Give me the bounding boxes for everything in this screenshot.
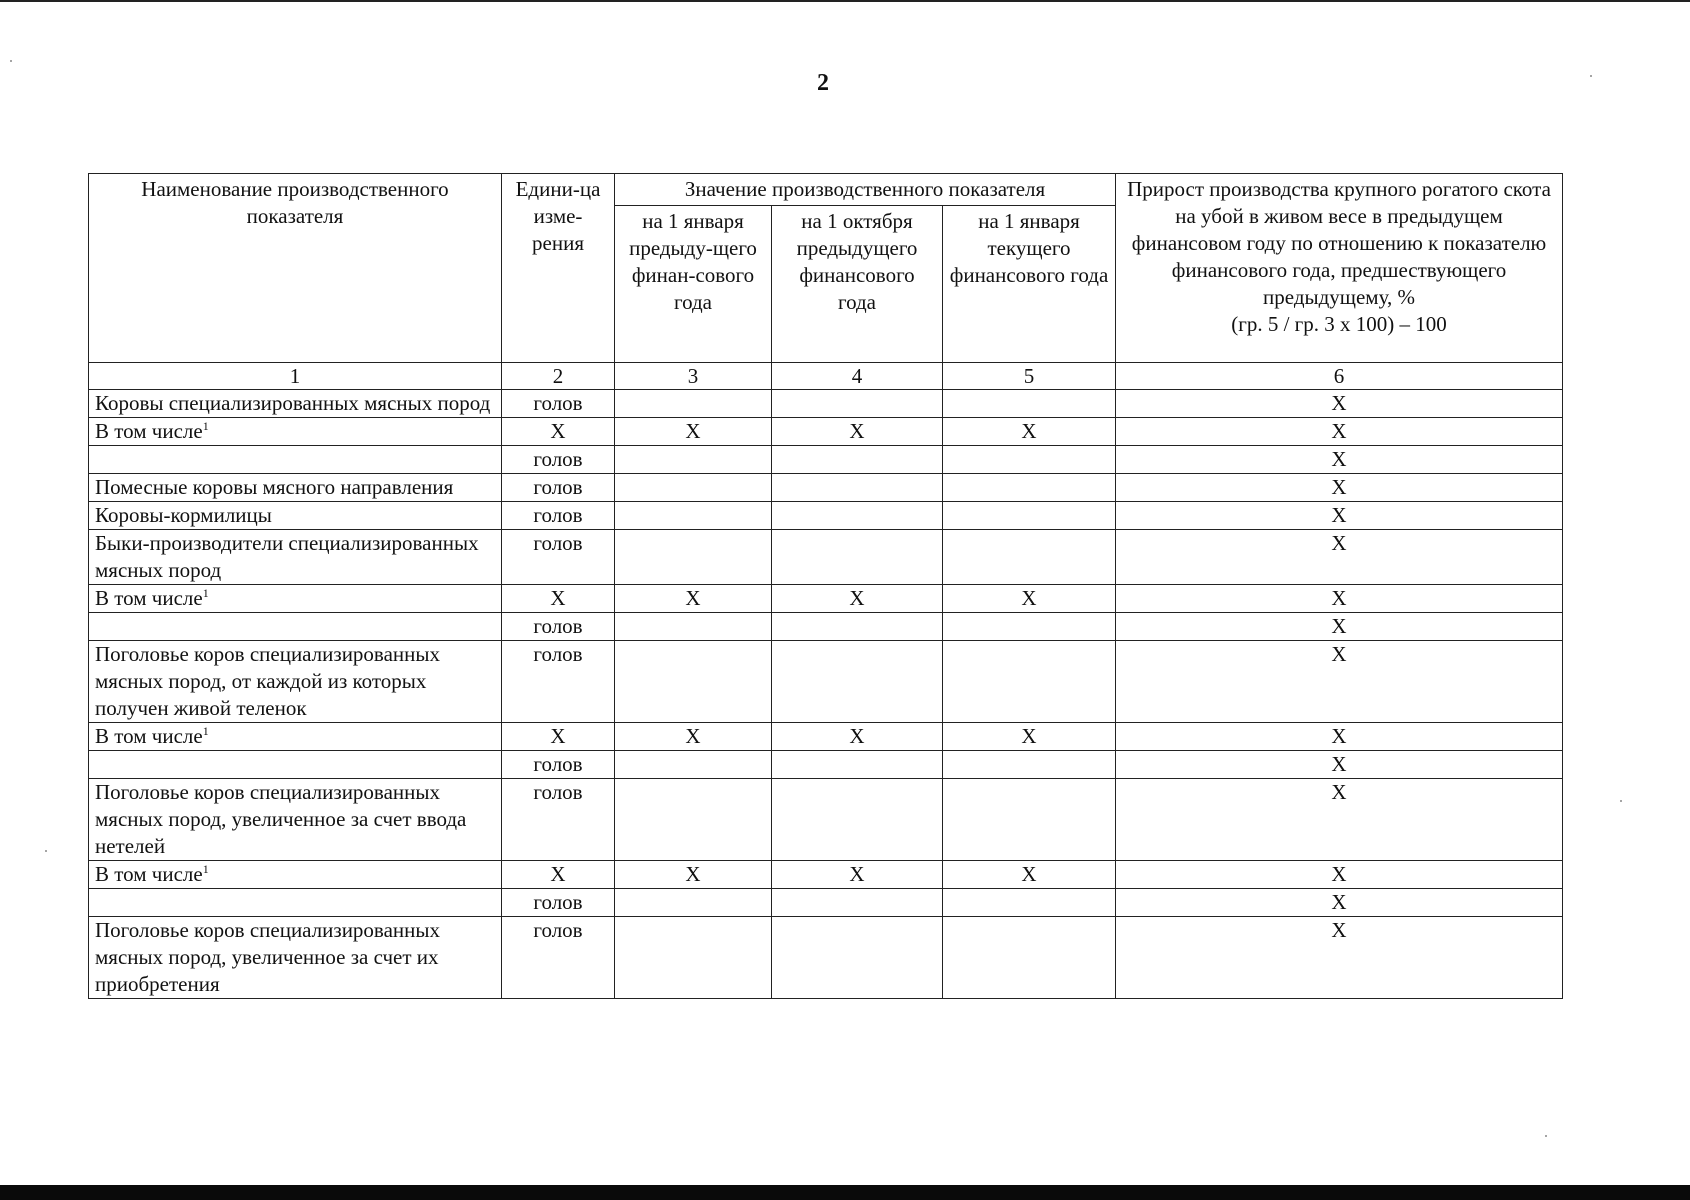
unit-cell: голов (502, 474, 615, 502)
value-jan-prev-cell (615, 446, 772, 474)
value-jan-prev-cell (615, 390, 772, 418)
indicator-name-cell (89, 751, 502, 779)
indicator-name-cell (89, 446, 502, 474)
growth-cell: Х (1116, 641, 1563, 723)
unit-cell: голов (502, 530, 615, 585)
indicator-name-cell (89, 889, 502, 917)
unit-cell: Х (502, 723, 615, 751)
scan-bottom-edge (0, 1185, 1690, 1200)
header-col3: на 1 января предыду-щего финан-сового года (615, 206, 772, 363)
value-jan-current-cell (943, 474, 1116, 502)
growth-cell: Х (1116, 530, 1563, 585)
scan-speck (1620, 800, 1622, 802)
table-row (89, 723, 1563, 751)
value-jan-current-cell (943, 917, 1116, 999)
indicator-name: В том числе (95, 419, 203, 443)
indicator-name-cell (89, 585, 502, 613)
header-unit: Едини-ца изме-рения (502, 174, 615, 363)
table-row (89, 502, 1563, 530)
indicator-name-cell (89, 418, 502, 446)
scan-speck (1590, 75, 1592, 77)
value-oct-prev-cell (772, 502, 943, 530)
indicator-name-cell (89, 502, 502, 530)
indicator-name: Коровы-кормилицы (95, 503, 272, 527)
value-jan-current-cell (943, 751, 1116, 779)
column-number-row (89, 363, 1563, 390)
table-row (89, 390, 1563, 418)
indicator-name-cell (89, 390, 502, 418)
unit-cell: голов (502, 779, 615, 861)
value-jan-prev-cell: Х (615, 418, 772, 446)
value-jan-prev-cell: Х (615, 585, 772, 613)
table-row (89, 585, 1563, 613)
column-number: 2 (502, 363, 615, 390)
header-name: Наименование производственного показателя (89, 174, 502, 363)
value-jan-prev-cell (615, 502, 772, 530)
column-number: 5 (943, 363, 1116, 390)
indicator-name: Помесные коровы мясного направления (95, 475, 454, 499)
table-row (89, 530, 1563, 585)
header-col5: на 1 января текущего финансового года (943, 206, 1116, 363)
table-row (89, 641, 1563, 723)
indicator-table (88, 173, 1563, 999)
header-growth-formula: (гр. 5 / гр. 3 х 100) – 100 (1231, 312, 1447, 336)
value-jan-current-cell: Х (943, 861, 1116, 889)
table-row (89, 474, 1563, 502)
indicator-name: Быки-производители специализированных мясных пород (95, 531, 479, 582)
indicator-name-cell (89, 641, 502, 723)
indicator-name: Поголовье коров специализированных мясных пород, увеличенное за счет ввода нетелей (95, 780, 467, 858)
table-row (89, 889, 1563, 917)
indicator-name: В том числе (95, 862, 203, 886)
value-oct-prev-cell (772, 917, 943, 999)
column-number: 6 (1116, 363, 1563, 390)
value-jan-prev-cell (615, 613, 772, 641)
unit-cell: Х (502, 418, 615, 446)
header-row (89, 174, 1563, 206)
unit-cell: голов (502, 613, 615, 641)
value-jan-prev-cell (615, 641, 772, 723)
growth-cell: Х (1116, 779, 1563, 861)
value-jan-current-cell: Х (943, 585, 1116, 613)
growth-cell: Х (1116, 861, 1563, 889)
scan-speck (1545, 1135, 1547, 1137)
value-jan-prev-cell (615, 889, 772, 917)
scan-top-edge (0, 0, 1690, 2)
value-jan-current-cell (943, 502, 1116, 530)
table-row (89, 779, 1563, 861)
value-jan-prev-cell (615, 779, 772, 861)
unit-cell: Х (502, 585, 615, 613)
value-oct-prev-cell (772, 779, 943, 861)
table-row (89, 861, 1563, 889)
value-jan-current-cell (943, 779, 1116, 861)
value-jan-prev-cell (615, 751, 772, 779)
value-jan-prev-cell (615, 917, 772, 999)
footnote-marker: 1 (202, 724, 209, 738)
unit-cell: голов (502, 390, 615, 418)
unit-cell: Х (502, 861, 615, 889)
growth-cell: Х (1116, 613, 1563, 641)
scan-speck (10, 60, 12, 62)
value-oct-prev-cell (772, 751, 943, 779)
unit-cell: голов (502, 641, 615, 723)
growth-cell: Х (1116, 418, 1563, 446)
header-growth (1116, 174, 1563, 363)
value-oct-prev-cell (772, 446, 943, 474)
value-jan-current-cell (943, 641, 1116, 723)
footnote-marker: 1 (202, 419, 209, 433)
value-oct-prev-cell (772, 390, 943, 418)
unit-cell: голов (502, 446, 615, 474)
unit-cell: голов (502, 502, 615, 530)
column-number: 1 (89, 363, 502, 390)
growth-cell: Х (1116, 390, 1563, 418)
value-oct-prev-cell: Х (772, 861, 943, 889)
indicator-name: Коровы специализированных мясных пород (95, 391, 491, 415)
value-jan-current-cell (943, 889, 1116, 917)
indicator-name-cell (89, 723, 502, 751)
growth-cell: Х (1116, 751, 1563, 779)
indicator-name: В том числе (95, 724, 203, 748)
growth-cell: Х (1116, 585, 1563, 613)
value-jan-current-cell: Х (943, 723, 1116, 751)
unit-cell: голов (502, 889, 615, 917)
value-oct-prev-cell: Х (772, 585, 943, 613)
value-jan-current-cell (943, 613, 1116, 641)
table-row (89, 613, 1563, 641)
scan-speck (45, 850, 47, 852)
value-jan-prev-cell: Х (615, 723, 772, 751)
growth-cell: Х (1116, 889, 1563, 917)
growth-cell: Х (1116, 474, 1563, 502)
value-oct-prev-cell (772, 474, 943, 502)
value-jan-prev-cell (615, 530, 772, 585)
growth-cell: Х (1116, 917, 1563, 999)
indicator-name: Поголовье коров специализированных мясных пород, от каждой из которых получен живой теленок (95, 642, 440, 720)
indicator-name-cell (89, 474, 502, 502)
value-jan-prev-cell (615, 474, 772, 502)
header-value-group: Значение производственного показателя (615, 174, 1116, 206)
unit-cell: голов (502, 917, 615, 999)
header-col4: на 1 октября предыдущего финансового года (772, 206, 943, 363)
value-jan-prev-cell: Х (615, 861, 772, 889)
indicator-name-cell (89, 917, 502, 999)
value-jan-current-cell (943, 530, 1116, 585)
indicator-name-cell (89, 779, 502, 861)
value-jan-current-cell (943, 390, 1116, 418)
value-oct-prev-cell: Х (772, 418, 943, 446)
value-jan-current-cell: Х (943, 418, 1116, 446)
column-number: 4 (772, 363, 943, 390)
table-row (89, 751, 1563, 779)
value-oct-prev-cell (772, 530, 943, 585)
indicator-name-cell (89, 613, 502, 641)
value-oct-prev-cell: Х (772, 723, 943, 751)
table-row (89, 446, 1563, 474)
indicator-name: В том числе (95, 586, 203, 610)
indicator-name-cell (89, 530, 502, 585)
footnote-marker: 1 (202, 862, 209, 876)
growth-cell: Х (1116, 502, 1563, 530)
header-growth-text: Прирост производства крупного рогатого скота на убой в живом весе в предыдущем финансовом году по отношению к показателю финансового года, предшествующего предыдущему, % (1127, 177, 1551, 309)
value-jan-current-cell (943, 446, 1116, 474)
indicator-name: Поголовье коров специализированных мясных пород, увеличенное за счет их приобретения (95, 918, 440, 996)
table-row (89, 917, 1563, 999)
table-row (89, 418, 1563, 446)
table-body (89, 390, 1563, 999)
value-oct-prev-cell (772, 613, 943, 641)
indicator-name-cell (89, 861, 502, 889)
page-number: 2 (817, 70, 829, 96)
growth-cell: Х (1116, 446, 1563, 474)
value-oct-prev-cell (772, 641, 943, 723)
growth-cell: Х (1116, 723, 1563, 751)
footnote-marker: 1 (202, 586, 209, 600)
unit-cell: голов (502, 751, 615, 779)
value-oct-prev-cell (772, 889, 943, 917)
column-number: 3 (615, 363, 772, 390)
